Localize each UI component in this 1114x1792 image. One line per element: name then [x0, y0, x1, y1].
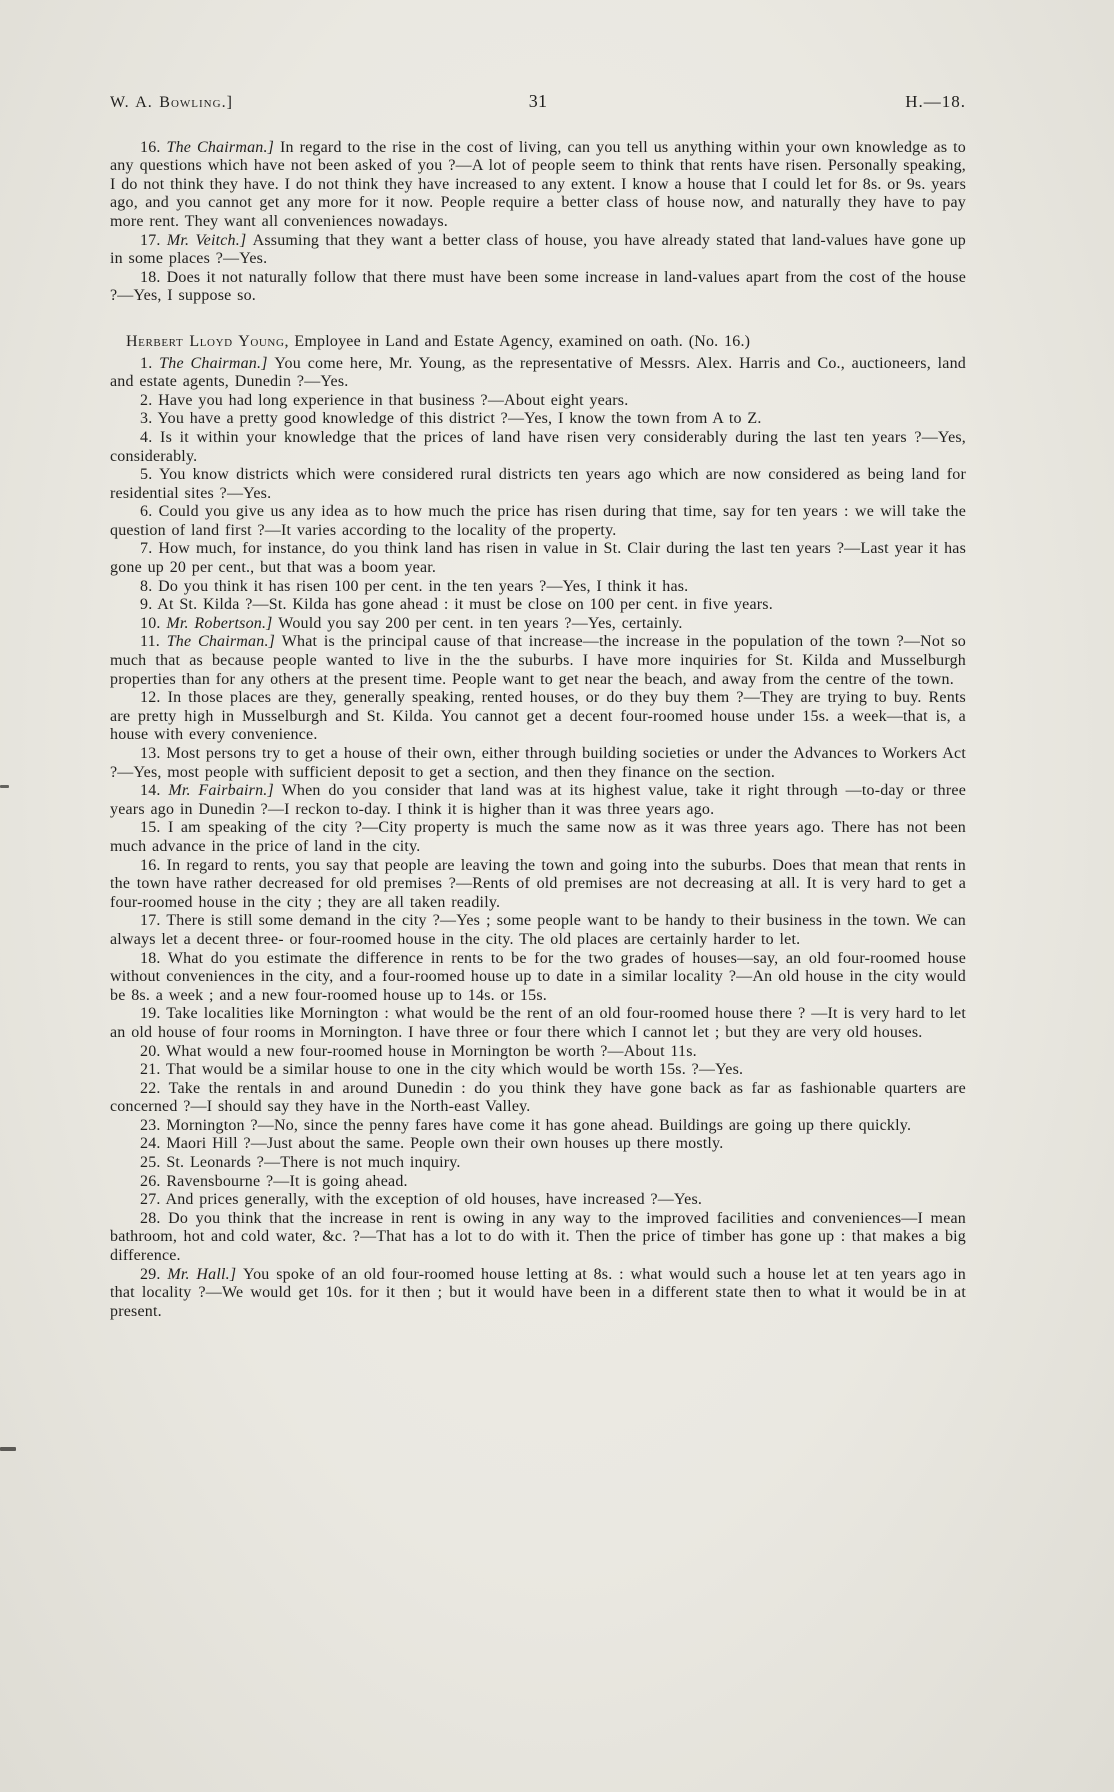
paper-reference: H.—18.: [905, 92, 966, 111]
qa-text: And prices generally, with the exception of old houses, have increased ?—Yes.: [165, 1191, 703, 1209]
qa-text: Have you had long experience in that business ?—About eight years.: [158, 391, 629, 409]
qa-text: You know districts which were considered rural districts ten years ago which are now considered as being land for residential sites ?—Yes.: [110, 466, 967, 502]
qa-number: 27.: [140, 1191, 161, 1209]
qa-paragraph: [110, 410, 966, 429]
qa-text: You spoke of an old four-roomed house letting at 8s. : what would such a house let at ten years ago in that locality ?—We would get 10s. for it then ; but it would have been in a different state then to what it would be in at present.: [110, 1265, 967, 1320]
qa-paragraph: [110, 269, 966, 306]
qa-paragraph: [110, 912, 966, 949]
witness-heading: [110, 333, 966, 352]
qa-paragraph: [110, 1043, 966, 1062]
qa-speaker: Mr. Hall.]: [167, 1265, 243, 1283]
qa-text: There is still some demand in the city ?—Yes ; some people want to be handy to their business in the town. We can always let a decent three- or four-roomed house in the city. The old places are certainly harder to let.: [110, 912, 967, 948]
qa-speaker: The Chairman.]: [166, 138, 280, 156]
qa-number: 18.: [140, 268, 161, 286]
qa-paragraph: [110, 633, 966, 689]
qa-text: Assuming that they want a better class of house, you have already stated that land-values have gone up in some places ?—Yes.: [110, 231, 966, 268]
qa-paragraph: [110, 1005, 966, 1042]
qa-paragraph: [110, 819, 966, 856]
qa-text: In regard to the rise in the cost of living, can you tell us anything within your own knowledge as to any questions which have not been asked of you ?—A lot of people seem to think that rents have risen. Personally speaking, I do not think they have. I do not think they have increased to any extent. I know a house that I could let for 8s. or 9s. years ago, and you cannot get any more for it now. People require a better class of house now, and naturally they have to pay more rent. They want all conveniences nowadays.: [110, 138, 967, 230]
qa-text: St. Leonards ?—There is not much inquiry.: [166, 1154, 461, 1172]
qa-speaker: Mr. Fairbairn.]: [168, 782, 282, 800]
qa-text: What would a new four-roomed house in Mornington be worth ?—About 11s.: [166, 1042, 697, 1060]
qa-paragraph: [110, 540, 966, 577]
qa-number: 15.: [140, 819, 161, 837]
qa-text: Is it within your knowledge that the prices of land have risen very considerably during the last ten years ?—Yes, considerably.: [110, 428, 967, 465]
running-header-witness: W. A. Bowling.]: [110, 94, 233, 111]
qa-paragraph: [110, 745, 966, 782]
qa-number: 29.: [140, 1265, 161, 1283]
qa-text: You come here, Mr. Young, as the representative of Messrs. Alex. Harris and Co., auctioneers, land and estate agents, Dunedin ?—Yes.: [110, 354, 967, 391]
qa-number: 21.: [140, 1061, 161, 1079]
scan-mark: [0, 1447, 16, 1451]
qa-paragraph: [110, 503, 966, 540]
qa-text: I am speaking of the city ?—City property is much the same now as it was three years ago. There has not been much advance in the price of land in the city.: [110, 819, 966, 855]
qa-text: Mornington ?—No, since the penny fares have come it has gone ahead. Buildings are going up there quickly.: [166, 1116, 912, 1134]
qa-paragraph: [110, 1210, 966, 1266]
qa-number: 18.: [140, 949, 161, 967]
qa-number: 17.: [140, 231, 161, 249]
witness-heading-rest: , Employee in Land and Estate Agency, examined on oath. (No. 16.): [284, 332, 751, 350]
qa-number: 9.: [140, 596, 153, 614]
running-header: [110, 92, 966, 113]
qa-paragraph: [110, 1154, 966, 1173]
qa-speaker: Mr. Robertson.]: [166, 614, 279, 632]
page-number: 31: [528, 91, 548, 111]
qa-paragraph: [110, 1191, 966, 1210]
qa-paragraph: [110, 1266, 966, 1322]
qa-text: Could you give us any idea as to how much the price has risen during that time, say for ten years : we will take the question of land first ?—It varies according to the locality of the property.: [110, 503, 966, 539]
qa-paragraph: [110, 466, 966, 503]
qa-number: 2.: [140, 391, 153, 409]
qa-number: 1.: [140, 354, 153, 372]
qa-number: 19.: [140, 1005, 161, 1023]
qa-paragraph: [110, 139, 966, 232]
qa-paragraph: [110, 950, 966, 1006]
qa-paragraph: [110, 857, 966, 913]
qa-text: Most persons try to get a house of their own, either through building societies or under the Advances to Workers Act ?—Yes, most people with sufficient deposit to get a section, and then they finance on the section.: [110, 745, 966, 781]
qa-number: 5.: [140, 466, 153, 484]
qa-paragraph: [110, 1135, 966, 1154]
qa-paragraph: [110, 392, 966, 411]
qa-text: Does it not naturally follow that there must have been some increase in land-values apart from the cost of the house ?—Yes, I suppose so.: [110, 268, 966, 305]
qa-speaker: The Chairman.]: [159, 354, 275, 372]
qa-text: Do you think that the increase in rent is owing in any way to the improved facilities and conveniences—I mean bathroom, hot and cold water, &c. ?—That has a lot to do with it. Then the price of timber has gone up : that makes a big difference.: [110, 1209, 966, 1265]
qa-paragraph: [110, 232, 966, 269]
qa-number: 28.: [140, 1209, 161, 1227]
qa-number: 17.: [140, 912, 161, 930]
qa-number: 7.: [140, 540, 153, 558]
qa-text: Would you say 200 per cent. in ten years ?—Yes, certainly.: [278, 614, 683, 632]
section-bowling-evidence: [110, 139, 966, 306]
qa-number: 24.: [140, 1135, 161, 1153]
qa-number: 23.: [140, 1116, 161, 1134]
qa-speaker: The Chairman.]: [166, 633, 282, 651]
page-content: [110, 92, 966, 1321]
qa-paragraph: [110, 689, 966, 745]
qa-text: In those places are they, generally speaking, rented houses, or do they buy them ?—They are trying to buy. Rents are pretty high in Musselburgh and St. Kilda. You cannot get a decent four-roomed house under 15s. a week—that is, a house with every convenience.: [110, 689, 966, 744]
qa-number: 6.: [140, 503, 153, 521]
qa-number: 22.: [140, 1079, 161, 1097]
qa-paragraph: [110, 1173, 966, 1192]
qa-number: 16.: [140, 138, 161, 156]
qa-number: 13.: [140, 745, 161, 762]
scan-mark: [0, 785, 9, 788]
qa-text: When do you consider that land was at its highest value, take it right through —to-day or three years ago in Dunedin ?—I reckon to-day. I think it is higher than it was three years ago.: [110, 782, 967, 818]
qa-paragraph: [110, 355, 966, 392]
qa-number: 12.: [140, 689, 161, 707]
qa-text: Do you think it has risen 100 per cent. in the ten years ?—Yes, I think it has.: [158, 577, 689, 595]
qa-paragraph: [110, 1080, 966, 1117]
qa-text: What is the principal cause of that increase—the increase in the population of the town ?—Not so much that as because people wanted to live in the the suburbs. I have more inquiries for St. Kilda and Musselburgh properties than for any others at the present time. People want to get near the beach, and away from the centre of the town.: [110, 633, 967, 688]
qa-text: What do you estimate the difference in rents to be for the two grades of houses—say, an old four-roomed house without conveniences in the city, and a four-roomed house up to date in a similar locality ?—An old house in the city would be 8s. a week ; and a new four-roomed house up to 14s. or 15s.: [110, 949, 966, 1004]
qa-paragraph: [110, 596, 966, 615]
qa-paragraph: [110, 1061, 966, 1080]
qa-text: Take localities like Mornington : what would be the rent of an old four-roomed house there ? —It is very hard to let an old house of four rooms in Mornington. I have three or four there which I cannot let ; but they are very old houses.: [110, 1005, 966, 1041]
qa-text: Ravensbourne ?—It is going ahead.: [166, 1172, 408, 1190]
qa-number: 20.: [140, 1042, 161, 1060]
section-young-examination: [110, 355, 966, 1322]
qa-text: In regard to rents, you say that people are leaving the town and going into the suburbs. Does that mean that rents in the town have rather decreased for old premises ?—Rents of old premises are not decreasing at all. It is very hard to get a four-roomed house in the city ; they are all taken readily.: [110, 856, 967, 911]
qa-paragraph: [110, 578, 966, 597]
qa-paragraph: [110, 782, 966, 819]
qa-number: 14.: [140, 782, 161, 800]
qa-text: Maori Hill ?—Just about the same. People own their own houses up there mostly.: [166, 1135, 724, 1153]
qa-text: You have a pretty good knowledge of this district ?—Yes, I know the town from A to Z.: [157, 410, 762, 428]
qa-number: 26.: [140, 1172, 161, 1190]
qa-speaker: Mr. Veitch.]: [166, 231, 253, 249]
qa-text: Take the rentals in and around Dunedin : do you think they have gone back as far as fashionable quarters are concerned ?—I should say they have in the North-east Valley.: [110, 1079, 966, 1116]
qa-number: 10.: [140, 614, 161, 632]
qa-text: At St. Kilda ?—St. Kilda has gone ahead : it must be close on 100 per cent. in five years.: [157, 596, 773, 614]
qa-paragraph: [110, 429, 966, 466]
qa-paragraph: [110, 1117, 966, 1136]
qa-number: 16.: [140, 856, 161, 874]
qa-number: 8.: [140, 577, 153, 595]
qa-paragraph: [110, 615, 966, 634]
qa-text: How much, for instance, do you think land has risen in value in St. Clair during the last ten years ?—Last year it has gone up 20 per cent., but that was a boom year.: [110, 540, 966, 577]
qa-number: 25.: [140, 1154, 161, 1172]
qa-text: That would be a similar house to one in the city which would be worth 15s. ?—Yes.: [166, 1061, 744, 1079]
witness-name: Herbert Lloyd Young: [126, 332, 285, 350]
qa-number: 3.: [140, 410, 153, 428]
qa-number: 11.: [140, 633, 161, 651]
qa-number: 4.: [140, 428, 153, 446]
